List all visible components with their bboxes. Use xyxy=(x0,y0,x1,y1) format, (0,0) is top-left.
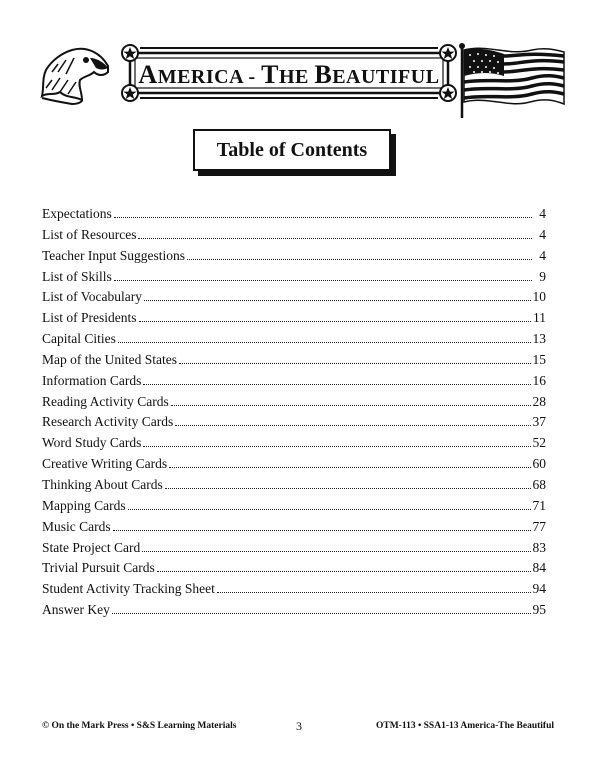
toc-entry-label: Reading Activity Cards xyxy=(42,393,169,409)
dot-leader xyxy=(143,374,530,385)
dot-leader xyxy=(114,207,532,218)
toc-entry-page: 10 xyxy=(532,289,546,305)
dot-leader xyxy=(187,249,532,260)
toc-entry xyxy=(42,329,546,350)
eagle-icon xyxy=(38,42,110,108)
dot-leader xyxy=(112,603,531,614)
footer-publisher: © On the Mark Press • S&S Learning Materials xyxy=(42,721,237,731)
star-icon xyxy=(440,45,456,61)
toc-entry xyxy=(42,204,546,225)
toc-entry xyxy=(42,392,546,413)
toc-entry xyxy=(42,246,546,267)
toc-entry-page: 4 xyxy=(539,206,546,221)
dot-leader xyxy=(113,520,531,531)
dot-leader xyxy=(142,540,530,551)
toc-entry xyxy=(42,475,546,496)
toc-entry xyxy=(42,433,546,454)
dot-leader xyxy=(144,290,531,301)
toc-entry-label: Music Cards xyxy=(42,518,111,534)
star-icon xyxy=(122,45,138,61)
toc-entry-label: Student Activity Tracking Sheet xyxy=(42,581,215,597)
toc-entry-page: 28 xyxy=(532,393,546,409)
page-footer xyxy=(42,721,554,737)
footer-page-number: 3 xyxy=(296,719,302,733)
toc-entry-page: 37 xyxy=(532,414,546,430)
toc-entry-label: Trivial Pursuit Cards xyxy=(42,560,155,576)
toc-entry xyxy=(42,371,546,392)
toc-entry xyxy=(42,412,546,433)
toc-entry-label: Capital Cities xyxy=(42,331,116,347)
toc-entry-page: 9 xyxy=(539,268,546,284)
toc-entry-page: 60 xyxy=(532,456,546,472)
toc-entry-label: Thinking About Cards xyxy=(42,476,163,492)
toc-entry-page: 4 xyxy=(539,247,546,263)
toc-entry xyxy=(42,600,546,621)
toc-entry xyxy=(42,517,546,538)
footer-product-code: OTM-113 • SSA1-13 America-The Beautiful xyxy=(375,721,554,731)
toc-entry-page: 84 xyxy=(532,560,546,576)
dot-leader xyxy=(175,415,530,426)
toc-entry xyxy=(42,558,546,579)
toc-entry-label: Information Cards xyxy=(42,372,142,388)
toc-entry-page: 13 xyxy=(532,331,546,347)
dot-leader xyxy=(179,353,531,364)
toc-entry-page: 52 xyxy=(532,435,546,451)
toc-entry-page: 15 xyxy=(532,351,546,367)
toc-entry xyxy=(42,496,546,517)
toc-entry-label: Teacher Input Suggestions xyxy=(42,247,186,263)
dot-leader xyxy=(128,499,531,510)
flag-icon xyxy=(458,42,568,118)
toc-entry-page: 83 xyxy=(532,539,546,555)
dot-leader xyxy=(171,394,531,405)
dot-leader xyxy=(118,332,531,343)
dot-leader xyxy=(165,478,531,489)
header-banner xyxy=(0,0,600,120)
dot-leader xyxy=(169,457,530,468)
toc-entry xyxy=(42,579,546,600)
toc-entry-label: Creative Writing Cards xyxy=(42,456,168,472)
dot-leader xyxy=(139,311,532,322)
toc-entry-label: Research Activity Cards xyxy=(42,414,174,430)
toc-entry xyxy=(42,225,546,246)
dot-leader xyxy=(138,228,532,239)
toc-entry-page: 95 xyxy=(532,602,546,618)
dot-leader xyxy=(143,436,530,447)
toc-entry xyxy=(42,267,546,288)
banner-title: AMERICA - THE BEAUTIFUL xyxy=(138,60,440,89)
toc-entry-label: Word Study Cards xyxy=(42,435,142,451)
dot-leader xyxy=(217,582,531,593)
toc-entry-label: Answer Key xyxy=(42,602,110,618)
toc-entry-label: State Project Card xyxy=(42,539,141,555)
toc-entry xyxy=(42,287,546,308)
toc-entry-page: 16 xyxy=(532,372,546,388)
toc-entry-label: Expectations xyxy=(42,206,112,221)
toc-entry-page: 68 xyxy=(532,476,546,492)
toc-entry-label: List of Vocabulary xyxy=(42,289,142,305)
page-title: Table of Contents xyxy=(216,138,368,161)
toc-entry xyxy=(42,538,546,559)
toc-entry-label: List of Resources xyxy=(42,226,137,242)
toc-entry-page: 4 xyxy=(539,226,546,242)
toc-entry-page: 71 xyxy=(532,497,546,513)
banner-title-frame xyxy=(118,44,460,102)
toc-entry-label: Map of the United States xyxy=(42,351,177,367)
toc-entry xyxy=(42,308,546,329)
toc-entry-page: 94 xyxy=(532,581,546,597)
toc-entry-page: 11 xyxy=(533,310,546,326)
toc-title-box xyxy=(193,129,391,171)
toc-entry-label: List of Skills xyxy=(42,268,112,284)
toc-entry-label: List of Presidents xyxy=(42,310,137,326)
toc-entry xyxy=(42,350,546,371)
dot-leader xyxy=(114,269,532,280)
toc-entry-page: 77 xyxy=(532,518,546,534)
toc-entry-label: Mapping Cards xyxy=(42,497,126,513)
dot-leader xyxy=(157,561,531,572)
toc-list xyxy=(42,204,546,621)
toc-entry xyxy=(42,454,546,475)
